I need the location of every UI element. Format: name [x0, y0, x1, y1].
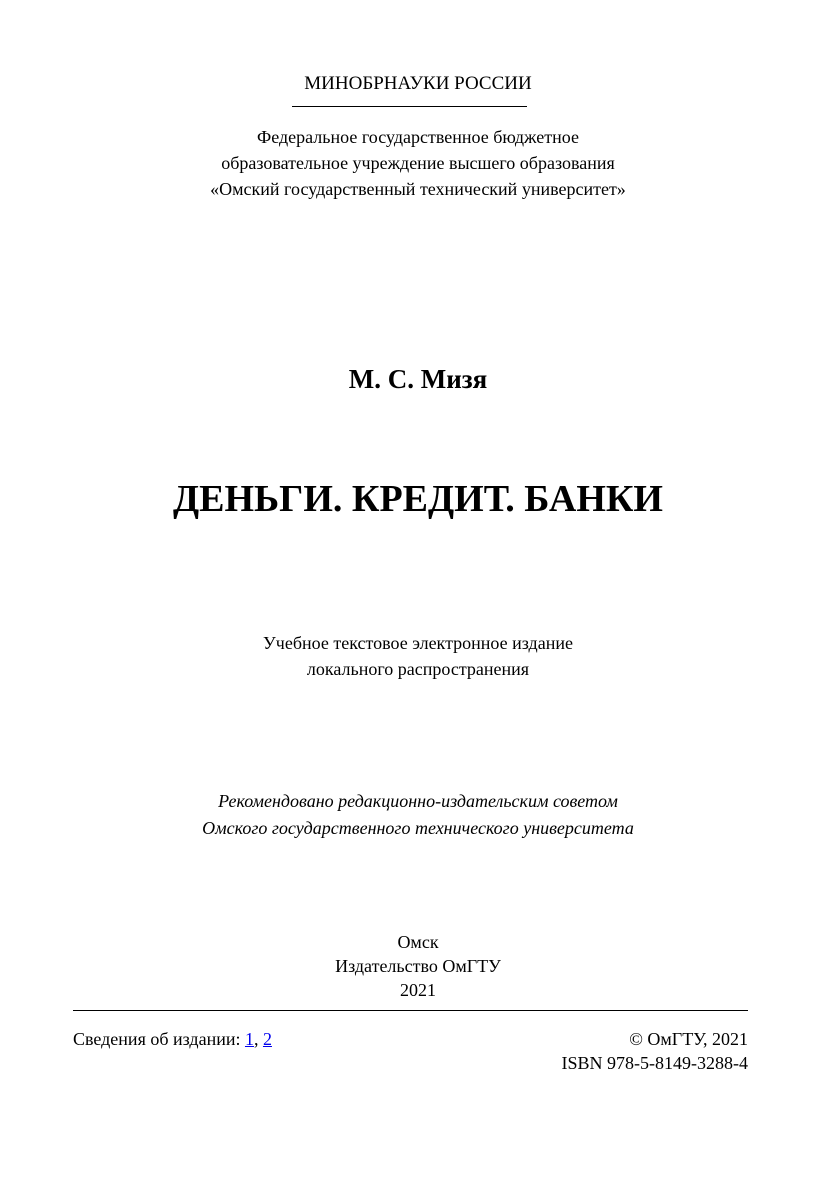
- ministry-text: МИНОБРНАУКИ РОССИИ: [304, 73, 532, 94]
- book-title: [0, 476, 836, 522]
- author-name: М. С. Мизя: [348, 364, 488, 394]
- footer-divider: [73, 1010, 748, 1011]
- recommendation: [0, 788, 836, 842]
- copyright-block: [562, 1027, 749, 1075]
- edition-type-line: локального распространения: [306, 659, 530, 679]
- imprint-publisher: Издательство ОмГТУ: [335, 956, 501, 976]
- ministry-name: [0, 72, 836, 96]
- edition-info-separator: ,: [253, 1029, 259, 1049]
- university-line: образовательное учреждение высшего образования: [221, 153, 615, 173]
- copyright-text: © ОмГТУ, 2021: [629, 1029, 748, 1049]
- university-line: Федеральное государственное бюджетное: [257, 127, 579, 147]
- ministry-divider: [292, 106, 527, 107]
- book-title-text: ДЕНЬГИ. КРЕДИТ. БАНКИ: [173, 478, 663, 520]
- isbn-text: ISBN 978-5-8149-3288-4: [561, 1053, 748, 1073]
- university-line: «Омский государственный технический университет»: [210, 179, 626, 199]
- edition-info-link-2[interactable]: 2: [262, 1029, 272, 1049]
- imprint-city: Омск: [397, 932, 439, 952]
- edition-info: [73, 1027, 272, 1051]
- edition-info-link-1[interactable]: 1: [244, 1029, 254, 1049]
- recommendation-line: Омского государственного технического университета: [202, 818, 634, 838]
- recommendation-line: Рекомендовано редакционно-издательским советом: [218, 791, 618, 811]
- edition-info-label: Сведения об издании:: [73, 1029, 241, 1049]
- imprint: [0, 930, 836, 1002]
- author: [0, 362, 836, 396]
- edition-type-line: Учебное текстовое электронное издание: [263, 633, 573, 653]
- imprint-year: 2021: [400, 980, 436, 1000]
- university-name: [0, 124, 836, 202]
- edition-type: [0, 630, 836, 682]
